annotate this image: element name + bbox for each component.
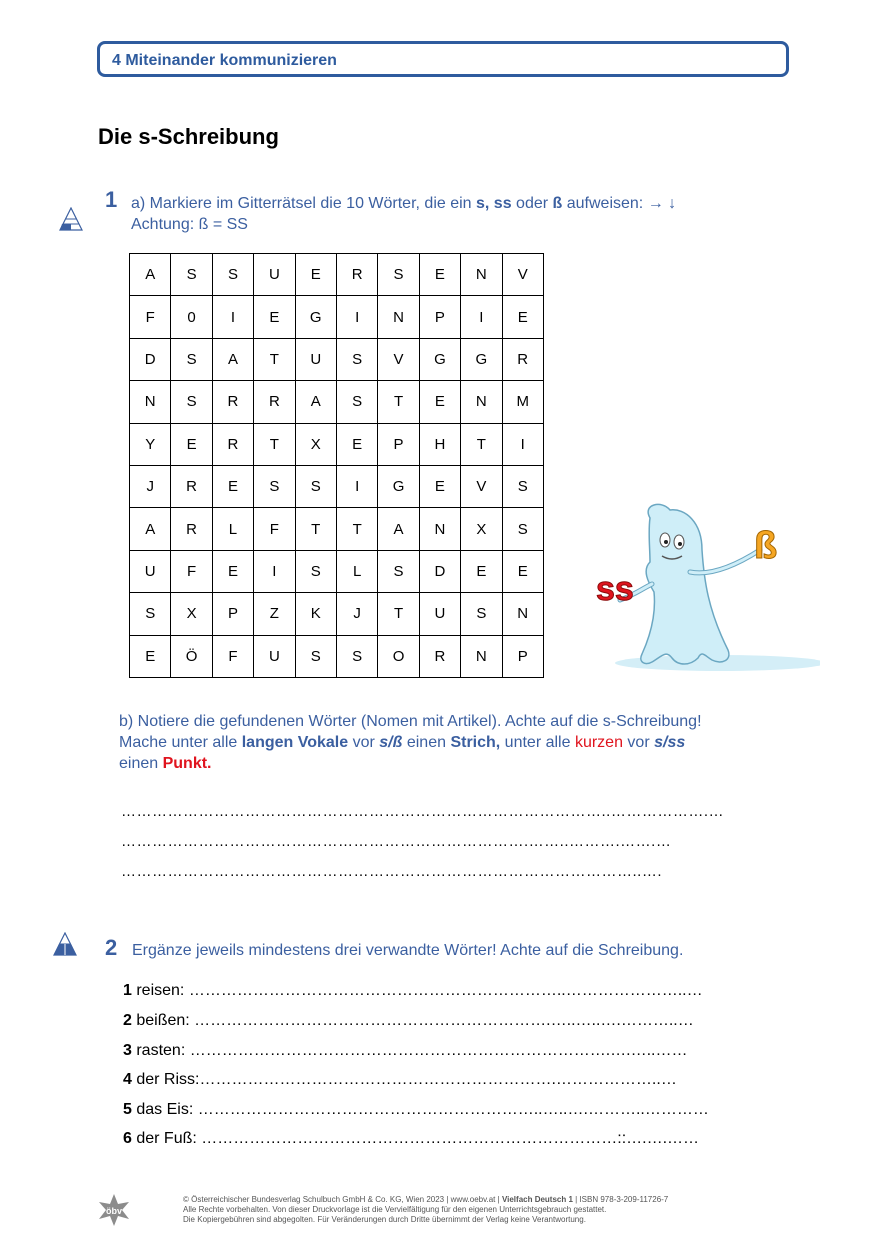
task-1-number: 1 (105, 187, 118, 212)
grid-cell[interactable]: S (295, 635, 336, 677)
grid-row (130, 423, 544, 465)
grid-cell[interactable]: R (212, 381, 253, 423)
grid-cell[interactable]: S (336, 635, 377, 677)
task-2-item: 5 das Eis: ………………………………………………………..…..….………..………… (123, 1101, 709, 1118)
grid-cell[interactable]: S (254, 465, 295, 507)
grid-cell[interactable]: N (461, 254, 502, 296)
grid-row (130, 635, 544, 677)
grid-cell[interactable]: M (502, 381, 543, 423)
ghost-illustration (590, 500, 820, 675)
grid-cell[interactable]: G (295, 296, 336, 338)
grid-cell[interactable]: V (502, 254, 543, 296)
grid-cell[interactable]: N (502, 593, 543, 635)
grid-cell[interactable]: T (378, 593, 419, 635)
grid-cell[interactable]: U (295, 338, 336, 380)
grid-cell[interactable]: F (254, 508, 295, 550)
grid-cell[interactable]: F (171, 550, 212, 592)
grid-cell[interactable]: T (461, 423, 502, 465)
grid-cell[interactable]: K (295, 593, 336, 635)
grid-cell[interactable]: D (419, 550, 460, 592)
grid-cell[interactable]: G (461, 338, 502, 380)
grid-cell[interactable]: S (336, 381, 377, 423)
answer-line-2[interactable]: …………………………………………………………………….……..……….…….… (121, 833, 672, 850)
grid-cell[interactable]: I (336, 465, 377, 507)
grid-cell[interactable]: Z (254, 593, 295, 635)
grid-cell[interactable]: A (212, 338, 253, 380)
footer-copyright: © Österreichischer Bundesverlag Schulbuch GmbH & Co. KG, Wien 2023 | www.oebv.at | Vielfach Deutsch 1 | ISBN 978-3-209-11726-7 Alle Rechte vorbehalten. Von dieser Druckvorlage ist die Vervielfältigung für den eigenen Unterrichtsgebrauch gestattet. Die Kopiergebühren sind abgegolten. Für Veränderungen durch Dritte übernimmt der Verlag keine Verantwortung. (183, 1195, 669, 1224)
grid-cell[interactable]: P (378, 423, 419, 465)
grid-cell[interactable]: I (212, 296, 253, 338)
grid-cell[interactable]: F (212, 635, 253, 677)
grid-cell[interactable]: S (171, 254, 212, 296)
task-2-item: 2 beißen: ………………………………………………………….…..…..….………..… (123, 1012, 694, 1029)
grid-cell[interactable]: R (254, 381, 295, 423)
grid-cell[interactable]: S (378, 550, 419, 592)
task-2-item: 4 der Riss:………………………………………………………….………………..… (123, 1071, 677, 1088)
oebv-logo (96, 1192, 132, 1228)
grid-cell[interactable]: I (336, 296, 377, 338)
grid-cell[interactable]: S (336, 338, 377, 380)
grid-cell[interactable]: S (461, 593, 502, 635)
grid-cell[interactable]: P (502, 635, 543, 677)
grid-cell[interactable]: Y (130, 423, 171, 465)
grid-cell[interactable]: S (502, 465, 543, 507)
answer-line-3[interactable]: ………………………………………………………………………………………..…. (121, 863, 663, 880)
grid-cell[interactable]: N (130, 381, 171, 423)
grid-cell[interactable]: E (171, 423, 212, 465)
grid-cell[interactable]: E (254, 296, 295, 338)
grid-cell[interactable]: X (295, 423, 336, 465)
grid-cell[interactable]: I (461, 296, 502, 338)
grid-cell[interactable]: U (254, 635, 295, 677)
chapter-title: 4 Miteinander kommunizieren (112, 52, 337, 69)
task-1b-instruction: b) Notiere die gefundenen Wörter (Nomen mit Artikel). Achte auf die s-Schreibung! Mache unter alle langen Vokale vor s/ß einen Strich, unter alle kurzen vor s/ss einen Punkt. (119, 713, 702, 772)
grid-cell[interactable]: N (461, 635, 502, 677)
grid-cell[interactable]: E (419, 465, 460, 507)
grid-row (130, 296, 544, 338)
grid-cell[interactable]: A (295, 381, 336, 423)
grid-cell[interactable]: L (212, 508, 253, 550)
grid-cell[interactable]: E (336, 423, 377, 465)
grid-row (130, 550, 544, 592)
task-2-item: 3 rasten: …………………………………………………………………….….…..…… (123, 1042, 688, 1059)
grid-cell[interactable]: T (336, 508, 377, 550)
task-2-item: 6 der Fuß: ……………………………………………………………………::….….…… (123, 1130, 700, 1147)
grid-cell[interactable]: A (130, 508, 171, 550)
grid-row (130, 508, 544, 550)
grid-cell[interactable]: G (378, 465, 419, 507)
chapter-header (97, 41, 789, 77)
grid-cell[interactable]: F (130, 296, 171, 338)
grid-cell[interactable]: O (378, 635, 419, 677)
grid-cell[interactable]: E (130, 635, 171, 677)
grid-cell[interactable]: E (461, 550, 502, 592)
grid-cell[interactable]: Ö (171, 635, 212, 677)
grid-cell[interactable]: E (212, 550, 253, 592)
grid-cell[interactable]: U (254, 254, 295, 296)
grid-row (130, 593, 544, 635)
task-2-answer-line[interactable]: …………………………………………………………………….….…..…… (189, 1042, 688, 1059)
grid-cell[interactable]: X (171, 593, 212, 635)
grid-cell[interactable]: S (171, 381, 212, 423)
grid-cell[interactable]: R (171, 508, 212, 550)
task-2-answer-line[interactable]: ………………………………………………………….………………..… (199, 1071, 677, 1088)
grid-cell[interactable]: D (130, 338, 171, 380)
grid-cell[interactable]: S (171, 338, 212, 380)
task-2-answer-line[interactable]: ……………………………………………………………………::….….…… (201, 1130, 700, 1147)
grid-cell[interactable]: T (254, 338, 295, 380)
ghost-ss-letters: ss (596, 570, 634, 608)
grid-cell[interactable]: N (461, 381, 502, 423)
grid-cell[interactable]: T (295, 508, 336, 550)
grid-cell[interactable]: A (130, 254, 171, 296)
grid-cell[interactable]: E (502, 550, 543, 592)
grid-cell[interactable]: R (212, 423, 253, 465)
grid-row (130, 338, 544, 380)
grid-cell[interactable]: A (378, 508, 419, 550)
grid-cell[interactable]: I (254, 550, 295, 592)
grid-cell[interactable]: S (378, 254, 419, 296)
grid-cell[interactable]: E (419, 254, 460, 296)
grid-cell[interactable]: T (254, 423, 295, 465)
ghost-eszett-letter: ß (754, 525, 778, 567)
grid-cell[interactable]: S (295, 550, 336, 592)
difficulty-level-icon (59, 207, 83, 231)
grid-cell[interactable]: 0 (171, 296, 212, 338)
grid-cell[interactable]: T (378, 381, 419, 423)
grid-cell[interactable]: R (502, 338, 543, 380)
task-2-item: 1 reisen: ……………………………………………………………..…………………..… (123, 982, 703, 999)
grid-row (130, 381, 544, 423)
task-2-instruction: Ergänze jeweils mindestens drei verwandte Wörter! Achte auf die Schreibung. (132, 942, 684, 959)
task-1a-instruction: a) Markiere im Gitterrätsel die 10 Wörter, die ein s, ss oder ß aufweisen: → ↓ Achtung: ß = SS (131, 195, 677, 233)
grid-cell[interactable]: S (212, 254, 253, 296)
svg-text:öbv: öbv (105, 1206, 123, 1216)
grid-cell[interactable]: J (130, 465, 171, 507)
grid-cell[interactable]: J (336, 593, 377, 635)
grid-cell[interactable]: E (295, 254, 336, 296)
grid-cell[interactable]: R (336, 254, 377, 296)
grid-row (130, 465, 544, 507)
grid-cell[interactable]: E (419, 381, 460, 423)
grid-cell[interactable]: P (419, 296, 460, 338)
grid-cell[interactable]: X (461, 508, 502, 550)
word-search-grid (129, 253, 544, 678)
grid-cell[interactable]: G (419, 338, 460, 380)
grid-cell[interactable]: H (419, 423, 460, 465)
grid-cell[interactable]: S (295, 465, 336, 507)
grid-cell[interactable]: P (212, 593, 253, 635)
grid-row (130, 254, 544, 296)
grid-cell[interactable]: E (212, 465, 253, 507)
grid-cell[interactable]: V (461, 465, 502, 507)
grid-cell[interactable]: U (130, 550, 171, 592)
grid-cell[interactable]: L (336, 550, 377, 592)
task-2-answer-line[interactable]: ………………………………………………………….…..…..….………..… (194, 1012, 694, 1029)
grid-cell[interactable]: N (419, 508, 460, 550)
grid-cell[interactable]: R (171, 465, 212, 507)
grid-cell[interactable]: R (419, 635, 460, 677)
grid-cell[interactable]: U (419, 593, 460, 635)
grid-cell[interactable]: E (502, 296, 543, 338)
difficulty-level-icon (53, 932, 77, 956)
grid-cell[interactable]: V (378, 338, 419, 380)
grid-cell[interactable]: S (130, 593, 171, 635)
answer-line-1[interactable]: …………………………………………………………………………………..……………….… (121, 803, 725, 820)
task-2-answer-line[interactable]: ……………………………………………………………..…………………..… (188, 982, 703, 999)
task-2-answer-line[interactable]: ………………………………………………………..…..….………..………… (197, 1101, 709, 1118)
task-2-number: 2 (105, 935, 118, 960)
grid-cell[interactable]: N (378, 296, 419, 338)
page-title: Die s-Schreibung (98, 124, 279, 149)
grid-cell[interactable]: I (502, 423, 543, 465)
grid-cell[interactable]: S (502, 508, 543, 550)
